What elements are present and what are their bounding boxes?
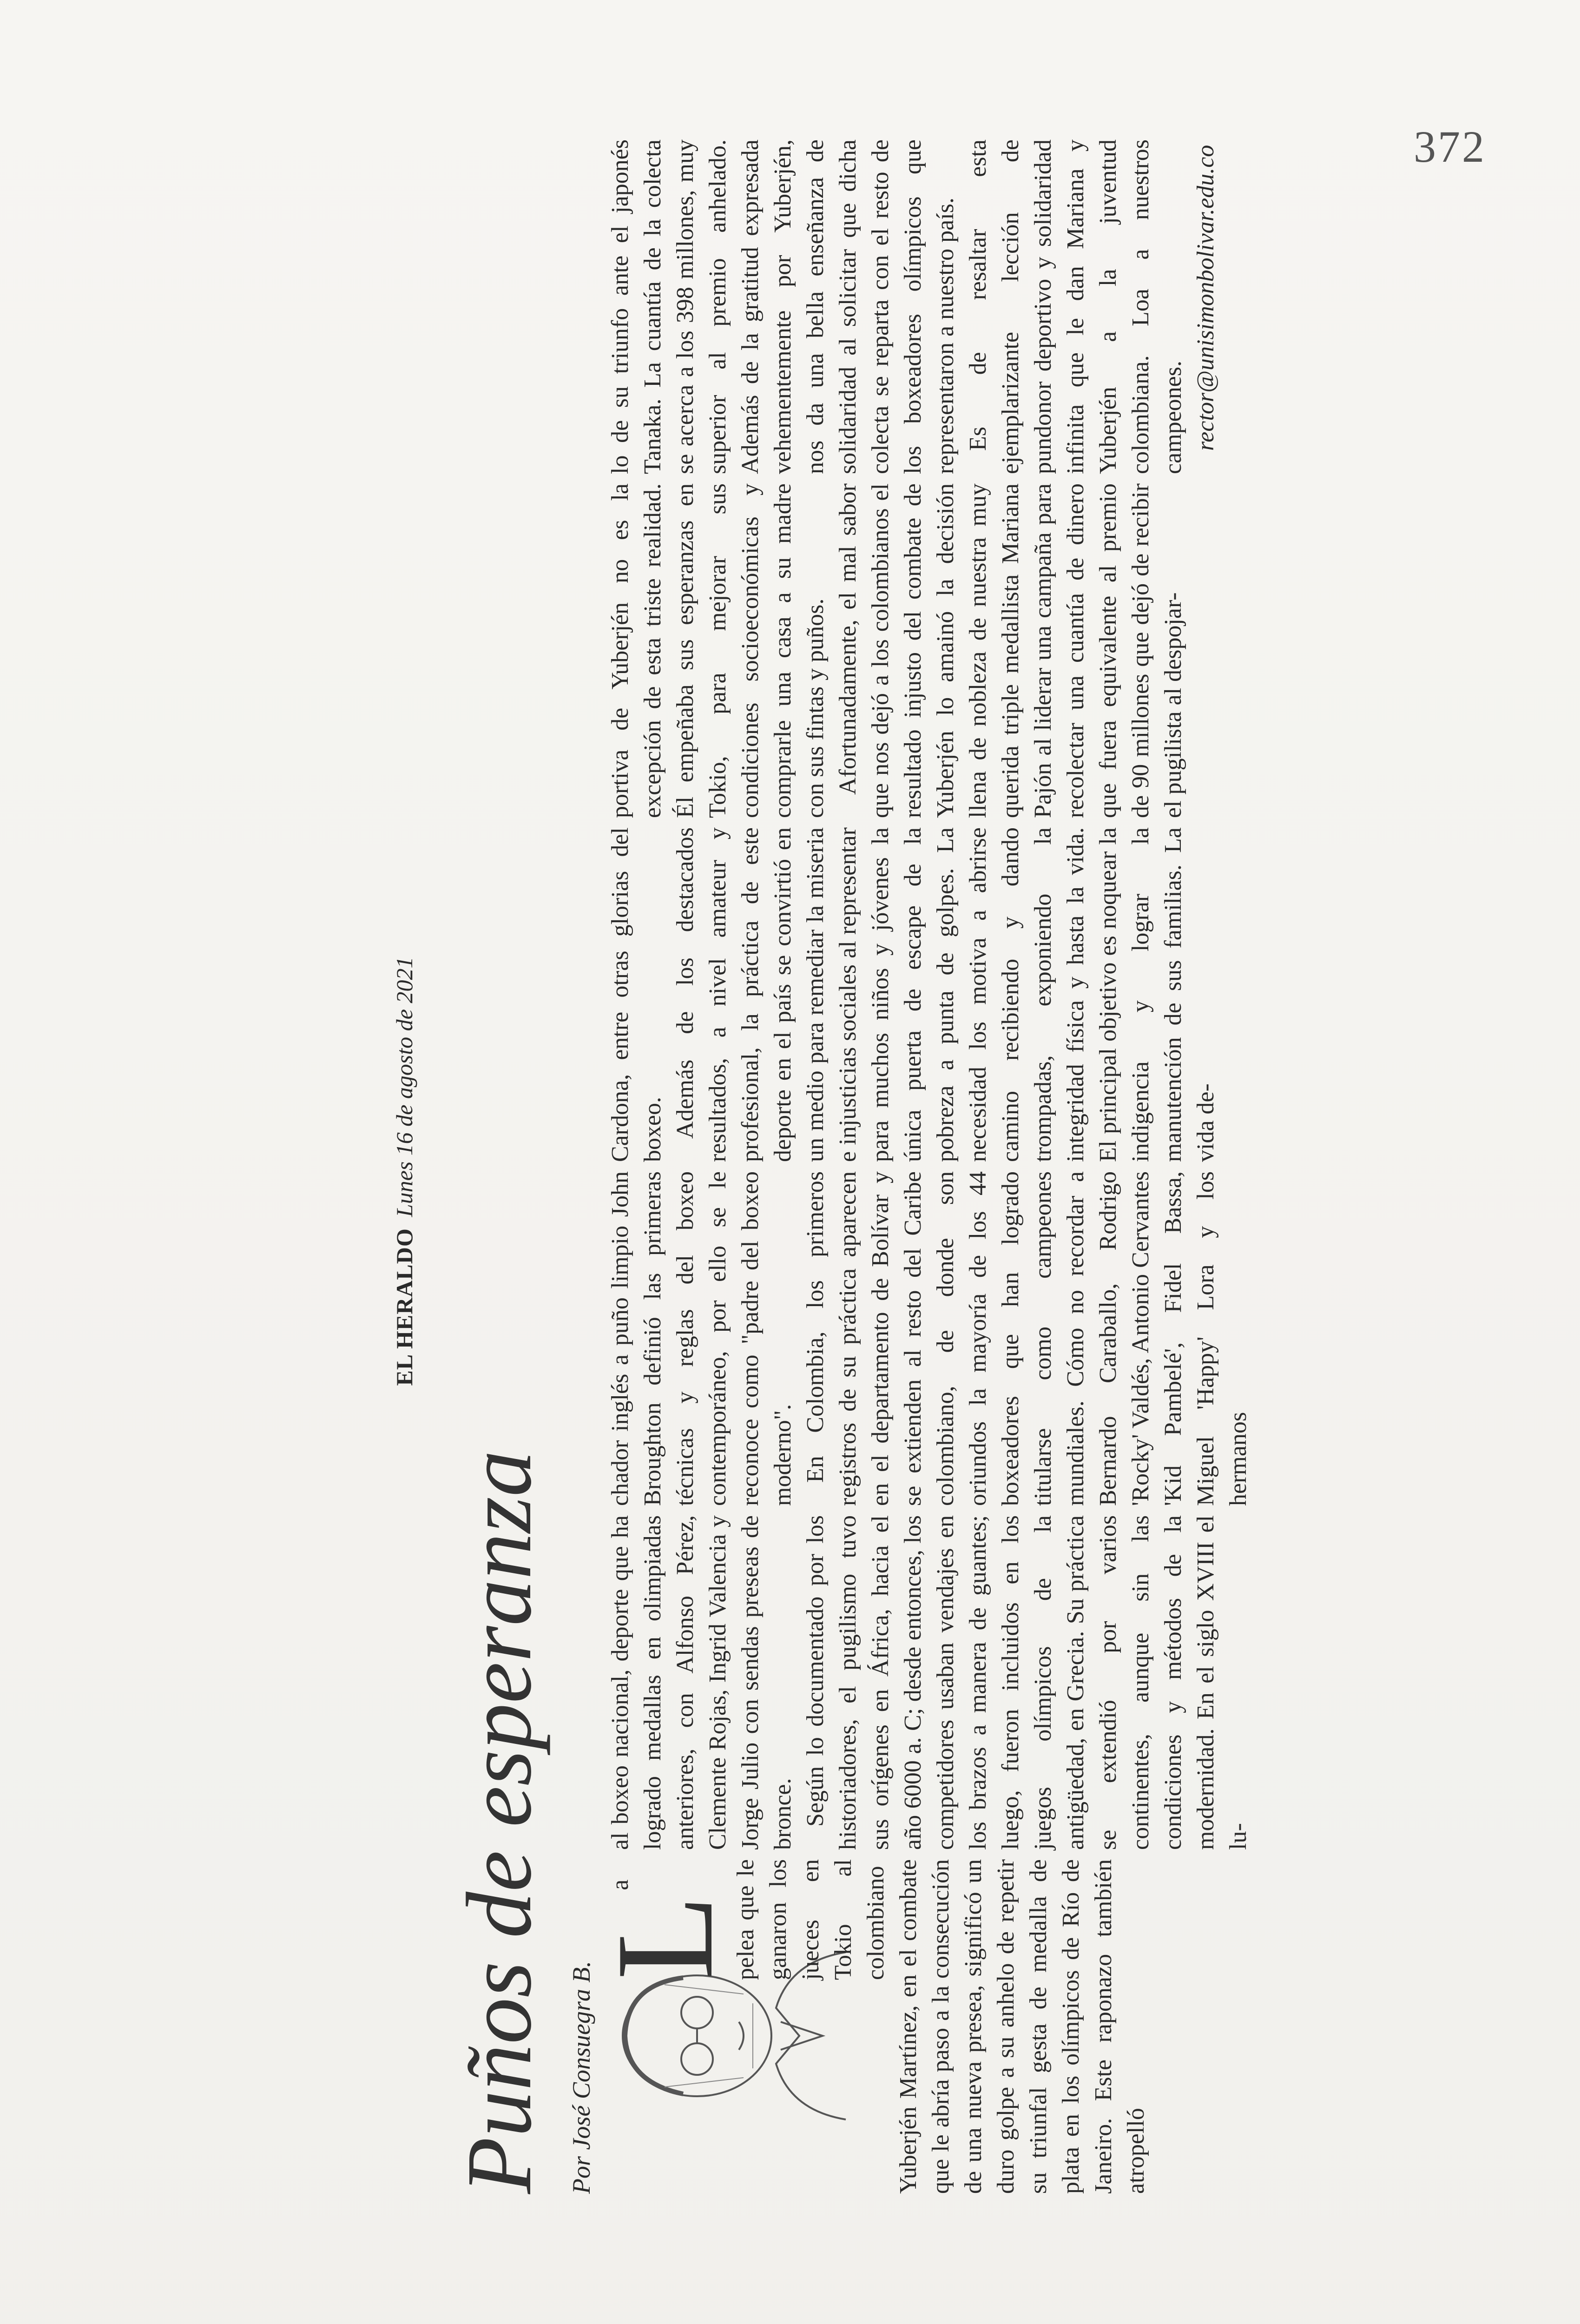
paragraph: al boxeo nacional, deporte que ha logrado medallas en olimpiadas anteriores, con Alfonso Pérez, Clemente Rojas, Ingrid Valencia y Jorge Julio con sendas preseas de bronce. [607, 1515, 796, 1850]
article-body [587, 139, 1292, 2194]
column-1 [587, 1859, 1292, 2194]
newspaper-clipping [386, 139, 1315, 2194]
page-number: 372 [1414, 122, 1486, 172]
paragraph: lo de su triunfo ante el japonés Tanaka. La cuantía de la colecta se acerca a los 398 millones, muy superior al premio anhelado. Además de la gratitud expresada vehementemente por Yuberjén, nos da una bella enseñanza de solidaridad al solicitar que dicha colecta se reparta con el resto de los boxeadores olímpicos que representaron a nuestro país. [607, 139, 959, 474]
paragraph: Según lo documentado por los historiadores, el pugilismo tuvo sus orígenes en África, hacia el año 6000 a. C; desde entonces, los competidores usaban vendajes en los brazos a manera de guantes; luego, fueron incluidos en los juegos olímpicos de la antigüedad, en Grecia. Su práctica se extendió por varios continentes, aunque sin las condiciones y métodos de la modernidad. En el siglo XVIII el lu- [802, 1515, 1251, 1850]
paragraph: Afortunadamente, el mal sabor que nos dejó a los colombianos el resultado injusto del combate de Yuberjén lo amainó la decisión llena de nobleza de nuestra muy querida triple medallista Mariana Pajón al liderar una campaña para recolectar una cuantía de dinero que fuera equivalente al premio de 90 millones que dejó de recibir el pugilista al despojar- [835, 483, 1186, 818]
drop-cap: L [587, 1895, 742, 1980]
column-1-text: a pelea que le ganaron los jueces en Tokio al colombiano Yuberjén Martínez, en el combate que le abría paso a la consecución de una nueva presea, significó un duro golpe a su anhelo de repetir su triunfal gesta de medalla de plata en los olímpicos de Río de Janeiro. Este raponazo también atropelló [607, 1859, 1149, 2194]
paragraph: portiva de Yuberjén no es la excepción de esta triste realidad. Él empeñaba sus esperanzas en Tokio, para mejorar sus condiciones socioeconómicas y comprarle una casa a su madre con sus fintas y puños. [607, 483, 829, 818]
publication-date: Lunes 16 de agosto de 2021 [391, 957, 417, 1217]
column-2 [604, 1515, 1292, 1850]
paragraph: Cardona, entre otras glorias del boxeo. [607, 827, 666, 1162]
column-5 [604, 483, 1292, 818]
column-4 [604, 827, 1292, 1162]
newspaper-name: EL HERALDO [391, 1228, 417, 1386]
masthead [386, 799, 423, 1543]
column-3 [604, 1171, 1292, 1506]
author-email: rector@unisimonbolivar.edu.co [1192, 145, 1219, 451]
article-byline: Por José Consuegra B. [567, 1961, 595, 2194]
paragraph: En Colombia, los primeros registros de su práctica aparecen en el departamento de Bolívar y se extienden al resto del Caribe colombiano, de donde son oriundos la mayoría de los 44 boxeadores que han logrado titularse como campeones mundiales. Cómo no recordar a Bernardo Caraballo, Rodrigo 'Rocky' Valdés, Antonio Cervantes 'Kid Pambelé', Fidel Bassa, Miguel 'Happy' Lora y los hermanos [802, 1171, 1251, 1506]
paragraph: Es de resaltar esta ejemplarizante lección de pundonor deportivo y solidaridad infinita que le dan Mariana y Yuberjén a la juventud colombiana. Loa a nuestros campeones. [965, 139, 1186, 474]
paragraph: Además de los destacados resultados, a nivel amateur y profesional, la práctica de este deporte en el país se convirtió en un medio para remediar la miseria e injusticias sociales al representar para muchos niños y jóvenes la única puerta de escape de la pobreza a punta de golpes. La necesidad los motiva a abrirse camino recibiendo y dando trompadas, exponiendo la integridad física y hasta la vida. El principal objetivo es noquear la indigencia y lograr la manutención de sus familias. La vida de- [672, 827, 1219, 1162]
article-headline: Puños de esperanza [448, 1450, 551, 2194]
paragraph: chador inglés a puño limpio John Broughton definió las primeras técnicas y reglas del boxeo contemporáneo, por ello se le reconoce como "padre del boxeo moderno". [607, 1171, 796, 1506]
column-6 [604, 139, 1292, 474]
